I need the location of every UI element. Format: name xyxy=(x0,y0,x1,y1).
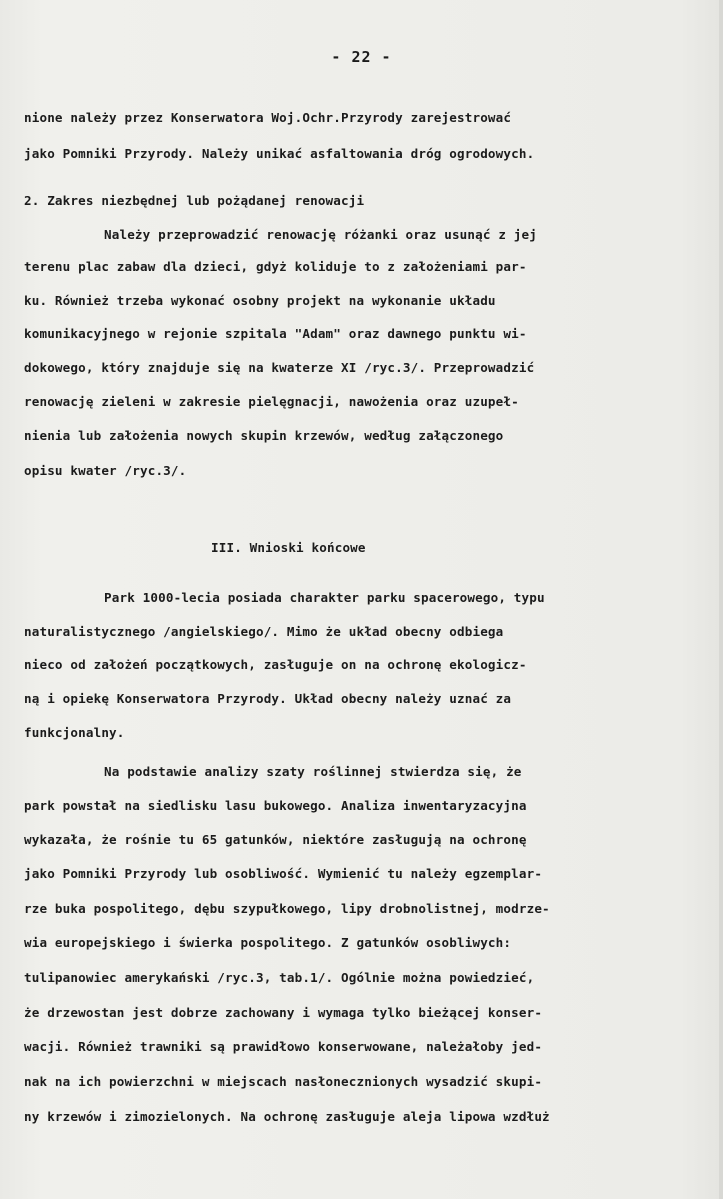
text-line: ną i opiekę Konserwatora Przyrody. Układ obecny należy uznać za xyxy=(24,691,512,706)
text-line: wykazała, że rośnie tu 65 gatunków, niektóre zasługują na ochronę xyxy=(24,832,527,847)
text-line: Park 1000-lecia posiada charakter parku spacerowego, typu xyxy=(104,590,545,605)
text-line: renowację zieleni w zakresie pielęgnacji, nawożenia oraz uzupeł- xyxy=(24,394,519,409)
text-line: funkcjonalny. xyxy=(24,725,125,740)
text-line: park powstał na siedlisku lasu bukowego. Analiza inwentaryzacyjna xyxy=(24,798,527,813)
text-line: rze buka pospolitego, dębu szypułkowego, lipy drobnolistnej, modrze- xyxy=(24,901,550,916)
section-heading: III. Wnioski końcowe xyxy=(211,540,366,555)
text-line: nienia lub założenia nowych skupin krzewów, według załączonego xyxy=(24,428,504,443)
text-line: ku. Również trzeba wykonać osobny projekt na wykonanie układu xyxy=(24,293,496,308)
text-line: ny krzewów i zimozielonych. Na ochronę zasługuje aleja lipowa wzdłuż xyxy=(24,1109,550,1124)
text-line: Na podstawie analizy szaty roślinnej stwierdza się, że xyxy=(104,764,522,779)
text-line: terenu plac zabaw dla dzieci, gdyż koliduje to z założeniami par- xyxy=(24,259,527,274)
section-heading: 2. Zakres niezbędnej lub pożądanej renowacji xyxy=(24,193,365,208)
text-line: dokowego, który znajduje się na kwaterze XI /ryc.3/. Przeprowadzić xyxy=(24,360,535,375)
text-line: naturalistycznego /angielskiego/. Mimo że układ obecny odbiega xyxy=(24,624,504,639)
text-line: jako Pomniki Przyrody. Należy unikać asfaltowania dróg ogrodowych. xyxy=(24,146,535,161)
page-number: - 22 - xyxy=(331,48,392,66)
text-line: że drzewostan jest dobrze zachowany i wymaga tylko bieżącej konser- xyxy=(24,1005,543,1020)
text-line: komunikacyjnego w rejonie szpitala "Adam" oraz dawnego punktu wi- xyxy=(24,326,527,341)
text-line: nieco od założeń początkowych, zasługuje on na ochronę ekologicz- xyxy=(24,657,527,672)
text-line: Należy przeprowadzić renowację różanki oraz usunąć z jej xyxy=(104,227,537,242)
text-line: nione należy przez Konserwatora Woj.Ochr.Przyrody zarejestrować xyxy=(24,110,512,125)
text-line: opisu kwater /ryc.3/. xyxy=(24,463,187,478)
text-line: wia europejskiego i świerka pospolitego. Z gatunków osobliwych: xyxy=(24,935,512,950)
text-line: tulipanowiec amerykański /ryc.3, tab.1/. Ogólnie można powiedzieć, xyxy=(24,970,535,985)
text-line: nak na ich powierzchni w miejscach nasłonecznionych wysadzić skupi- xyxy=(24,1074,543,1089)
text-line: wacji. Również trawniki są prawidłowo konserwowane, należałoby jed- xyxy=(24,1039,543,1054)
page-edge xyxy=(719,0,723,1199)
text-line: jako Pomniki Przyrody lub osobliwość. Wymienić tu należy egzemplar- xyxy=(24,866,543,881)
